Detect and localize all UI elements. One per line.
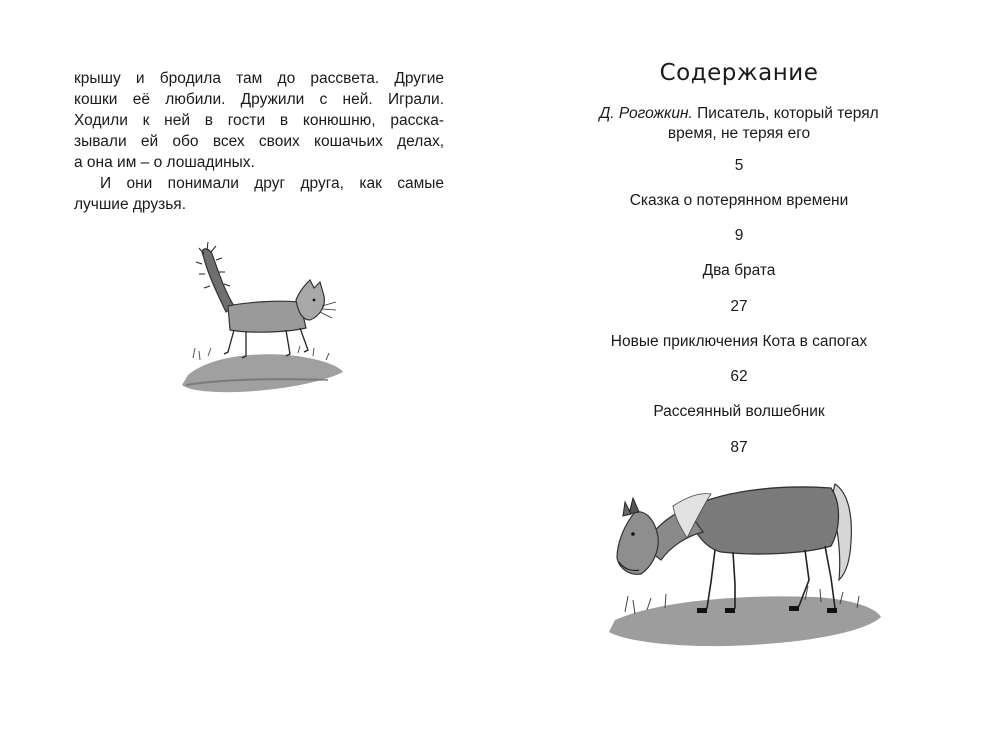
toc-page-number: 27 <box>730 298 748 315</box>
text-line: крышу и бродила там до рассвета. Другие <box>74 70 444 87</box>
text-line: зывали ей обо всех своих кошачьих делах, <box>74 133 444 150</box>
text-line: Ходили к ней в гости в конюшню, расска- <box>74 112 444 129</box>
toc-entry-title: Новые приключения Кота в сапогах <box>610 333 868 350</box>
toc-entry-title: Сказка о потерянном времени <box>629 192 849 209</box>
toc-author: Д. Рогожкин. <box>599 105 693 122</box>
text-line: кошки её любили. Дружили с ней. Играли. <box>74 91 444 108</box>
right-page <box>500 0 1000 750</box>
horse-illustration <box>595 462 885 657</box>
text-line: И они понимали друг друга, как самые <box>100 175 444 192</box>
toc-entry[interactable] <box>500 402 978 422</box>
toc-entry[interactable] <box>500 261 978 281</box>
toc-entry-title: Писатель, который терял <box>697 105 879 122</box>
toc-entry[interactable] <box>500 104 978 144</box>
toc-page-number: 62 <box>730 368 748 385</box>
toc-page-number: 5 <box>734 157 744 174</box>
text-line: а она им – о лошадиных. <box>74 154 255 171</box>
text-line: лучшие друзья. <box>74 196 187 213</box>
story-text <box>74 68 444 215</box>
toc-entry-title: время, не теряя его <box>667 125 811 142</box>
toc-title: Содержание <box>659 60 819 86</box>
toc-entry-title: Два брата <box>702 262 776 279</box>
toc-page-number: 87 <box>730 439 748 456</box>
toc-entry[interactable] <box>500 332 978 352</box>
cat-illustration <box>178 240 348 405</box>
toc-entry[interactable] <box>500 191 978 211</box>
toc-entry-title: Рассеянный волшебник <box>653 403 825 420</box>
toc-page-number: 9 <box>734 227 744 244</box>
